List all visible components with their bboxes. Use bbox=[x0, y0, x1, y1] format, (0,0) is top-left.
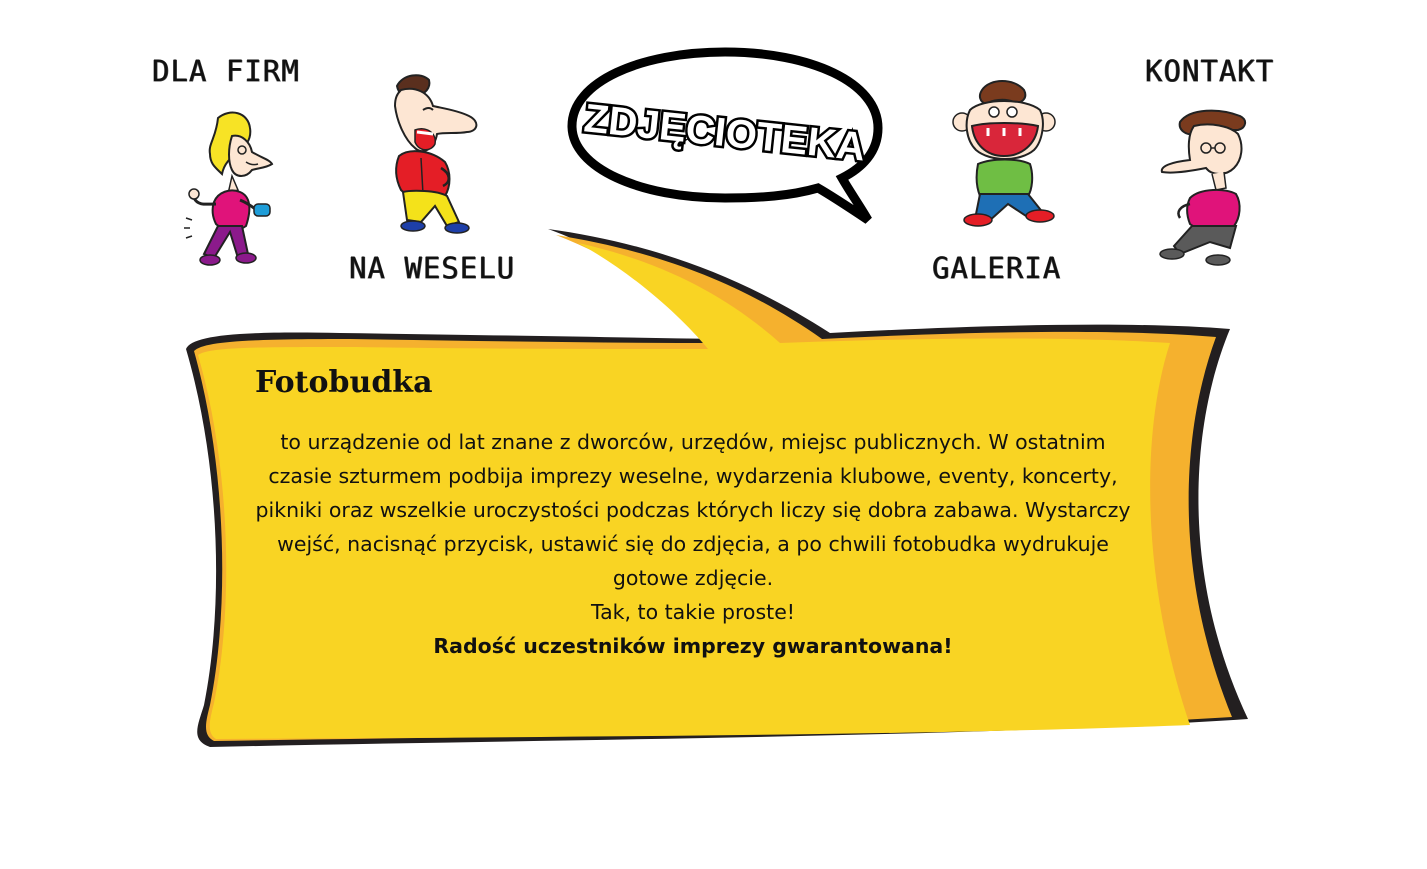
article-tagline: Tak, to takie proste! bbox=[590, 600, 796, 624]
cartoon-laughing-man-icon[interactable] bbox=[385, 72, 485, 237]
nav-link-na-weselu[interactable]: NA WESELU bbox=[349, 251, 516, 285]
logo-text: ZDJĘCIOTEKA bbox=[582, 96, 868, 170]
cartoon-funny-face-icon[interactable] bbox=[948, 76, 1060, 231]
article-guarantee: Radość uczestników imprezy gwarantowana! bbox=[433, 634, 953, 658]
article-body: to urządzenie od lat znane z dworców, urzędów, miejsc publicznych. W ostatnim czasie szturmem podbija imprezy weselne, wydarzenia klubowe, eventy, koncerty, pikniki oraz wszelkie uroczystości podczas których liczy się dobra zabawa. Wystarczy wejść, nacisnąć przycisk, ustawić się do zdjęcia, a po chwili fotobudka wydrukuje gotowe zdjęcie. bbox=[255, 430, 1131, 590]
zdjecioteka-logo[interactable] bbox=[560, 40, 890, 230]
nav-link-kontakt[interactable]: KONTAKT bbox=[1145, 54, 1275, 88]
article-content bbox=[255, 365, 1131, 663]
nav-link-dla-firm[interactable]: DLA FIRM bbox=[152, 54, 300, 88]
nav-link-galeria[interactable]: GALERIA bbox=[932, 251, 1062, 285]
article-title: Fotobudka bbox=[255, 365, 433, 400]
